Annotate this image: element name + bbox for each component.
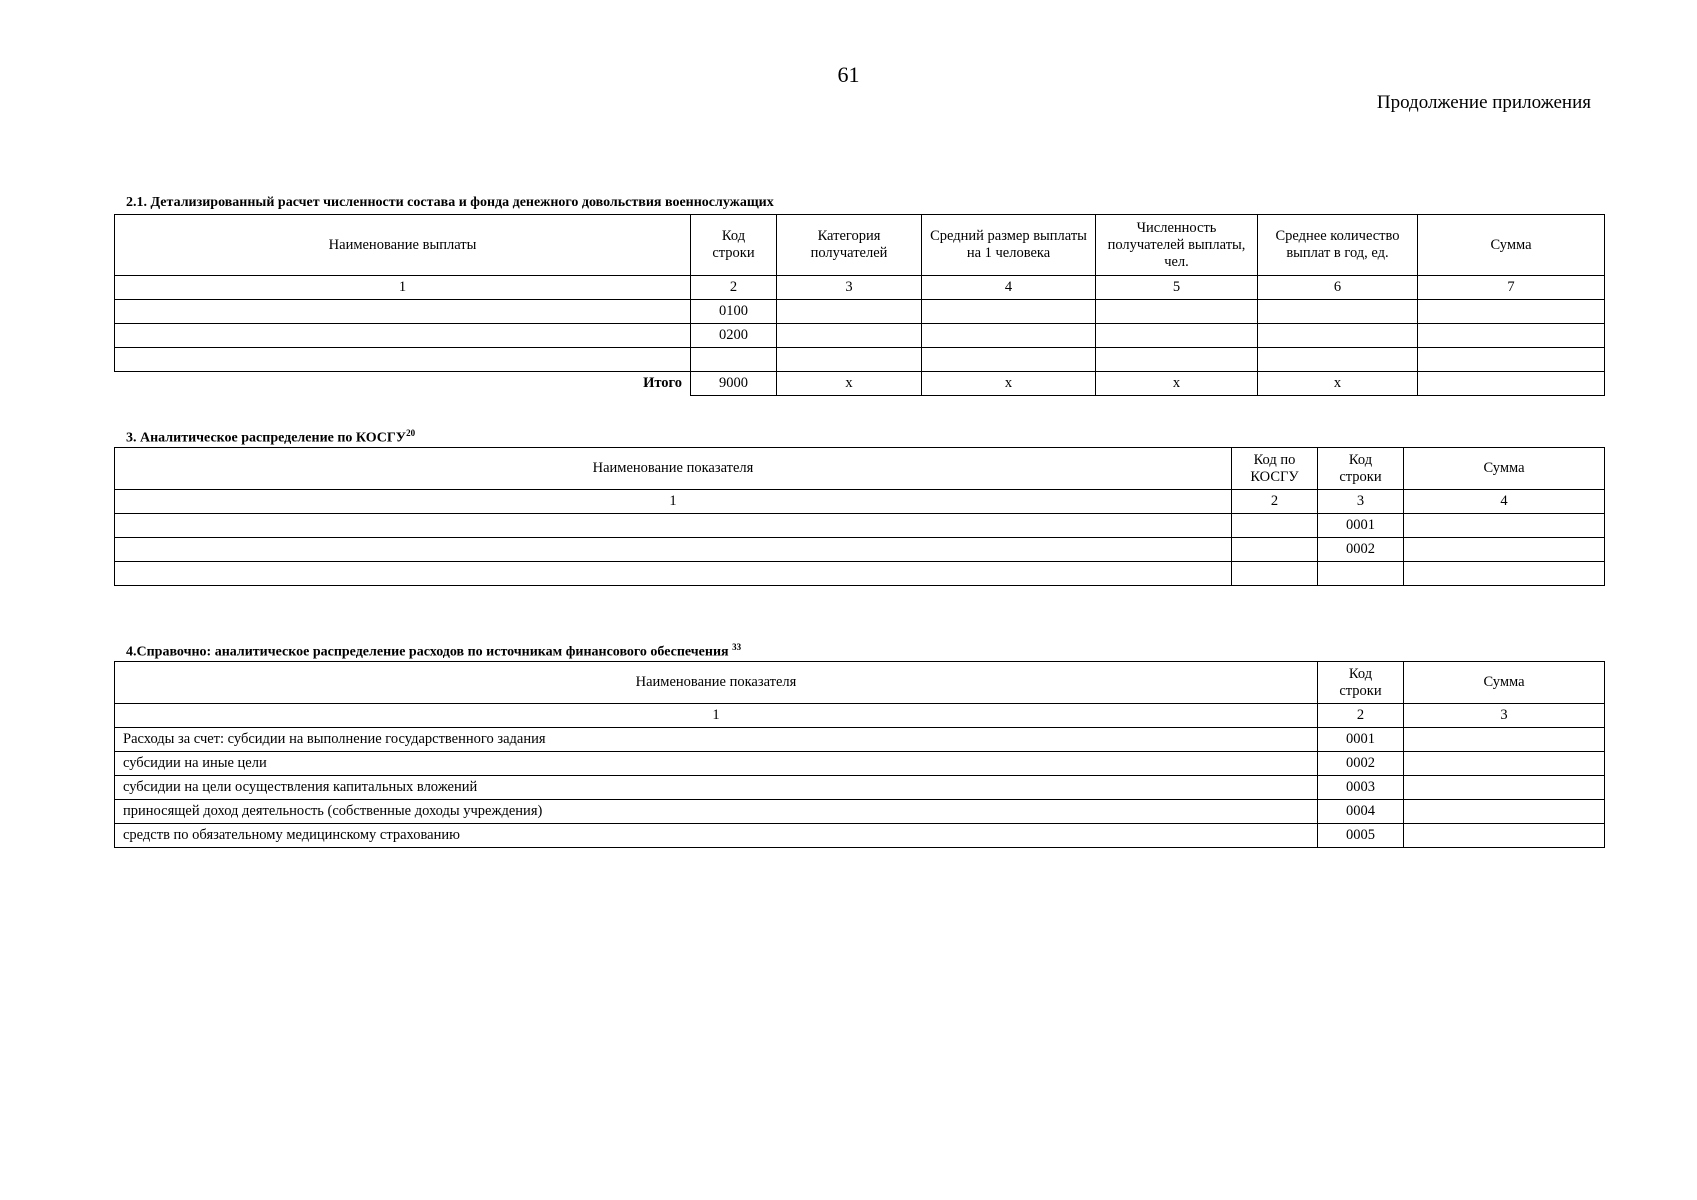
- header-cell: Категория получателей: [777, 215, 922, 276]
- table-row: [115, 538, 1605, 562]
- page-number: 61: [837, 62, 860, 87]
- column-number-row: [115, 276, 1605, 300]
- column-number: 2: [691, 276, 777, 300]
- table-cell: [1096, 300, 1258, 324]
- header-cell: Сумма: [1404, 448, 1605, 490]
- indicator-name: приносящей доход деятельность (собственные доходы учреждения): [115, 800, 1318, 824]
- column-number: 4: [922, 276, 1096, 300]
- table-cell: [1418, 348, 1605, 372]
- column-number: 1: [115, 490, 1232, 514]
- table-cell: х: [1258, 372, 1418, 396]
- table-cell: [115, 348, 691, 372]
- row-code: 0100: [691, 300, 777, 324]
- table-row: [115, 776, 1605, 800]
- row-code: 0004: [1318, 800, 1404, 824]
- table-cell: [922, 348, 1096, 372]
- row-code: 0002: [1318, 538, 1404, 562]
- column-number: 5: [1096, 276, 1258, 300]
- table-cell: [1232, 514, 1318, 538]
- table-cell: [1404, 824, 1605, 848]
- table-cell: [1404, 562, 1605, 586]
- table-row: [115, 752, 1605, 776]
- row-code: 0005: [1318, 824, 1404, 848]
- section-3-title-text: 3. Аналитическое распределение по КОСГУ: [126, 430, 407, 446]
- table-row: [115, 800, 1605, 824]
- table-cell: [777, 348, 922, 372]
- table-cell: [1404, 776, 1605, 800]
- table-row: [115, 300, 1605, 324]
- table-cell: [115, 300, 691, 324]
- table-cell: [1418, 324, 1605, 348]
- table-cell: [1232, 562, 1318, 586]
- header-cell: Код строки: [1318, 448, 1404, 490]
- total-label: Итого: [115, 372, 691, 396]
- column-number: 3: [777, 276, 922, 300]
- table-row: [115, 324, 1605, 348]
- row-code: [691, 348, 777, 372]
- table-row: [115, 514, 1605, 538]
- header-cell: Код по КОСГУ: [1232, 448, 1318, 490]
- table-cell: х: [777, 372, 922, 396]
- row-code: [1318, 562, 1404, 586]
- table-row: [115, 824, 1605, 848]
- footnote-ref: 20: [406, 428, 416, 438]
- table-cell: [1404, 538, 1605, 562]
- column-number: 3: [1404, 704, 1605, 728]
- table-header-row: [115, 662, 1605, 704]
- column-number-row: [115, 704, 1605, 728]
- header-cell: Наименование показателя: [115, 448, 1232, 490]
- header-cell: Сумма: [1418, 215, 1605, 276]
- indicator-name: субсидии на цели осуществления капитальных вложений: [115, 776, 1318, 800]
- table-cell: [115, 324, 691, 348]
- table-cell: [777, 300, 922, 324]
- header-cell: Код строки: [1318, 662, 1404, 704]
- kosgu-distribution-table: [114, 447, 1605, 586]
- table-cell: х: [1096, 372, 1258, 396]
- column-number: 6: [1258, 276, 1418, 300]
- header-cell: Сумма: [1404, 662, 1605, 704]
- column-number: 3: [1318, 490, 1404, 514]
- column-number: 4: [1404, 490, 1605, 514]
- section-4-title-text: 4.Справочно: аналитическое распределение расходов по источникам финансового обеспечения: [126, 644, 729, 660]
- table-cell: [922, 300, 1096, 324]
- total-row: [115, 372, 1605, 396]
- column-number: 7: [1418, 276, 1605, 300]
- table-cell: [1418, 300, 1605, 324]
- table-cell: [922, 324, 1096, 348]
- table-row: [115, 728, 1605, 752]
- footnote-ref: 33: [732, 642, 742, 652]
- table-cell: [115, 538, 1232, 562]
- table-cell: х: [922, 372, 1096, 396]
- table-cell: [1096, 324, 1258, 348]
- table-cell: [1404, 800, 1605, 824]
- row-code: 0001: [1318, 514, 1404, 538]
- indicator-name: субсидии на иные цели: [115, 752, 1318, 776]
- table-cell: [1404, 728, 1605, 752]
- table-cell: [1258, 348, 1418, 372]
- column-number: 1: [115, 276, 691, 300]
- section-2-1-title: 2.1. Детализированный расчет численности состава и фонда денежного довольствия военнослужащих: [126, 195, 774, 210]
- table-cell: [1232, 538, 1318, 562]
- indicator-name: средств по обязательному медицинскому страхованию: [115, 824, 1318, 848]
- column-number: 2: [1318, 704, 1404, 728]
- table-row: [115, 348, 1605, 372]
- table-header-row: [115, 448, 1605, 490]
- header-cell: Средний размер выплаты на 1 человека: [922, 215, 1096, 276]
- column-number-row: [115, 490, 1605, 514]
- header-cell: Код строки: [691, 215, 777, 276]
- row-code: 0003: [1318, 776, 1404, 800]
- table-header-row: [115, 215, 1605, 276]
- table-cell: [1258, 300, 1418, 324]
- table-cell: [1096, 348, 1258, 372]
- continuation-label: Продолжение приложения: [1376, 92, 1591, 113]
- indicator-name: Расходы за счет: субсидии на выполнение государственного задания: [115, 728, 1318, 752]
- section-3-title: [126, 428, 415, 447]
- section-4-title: [126, 642, 741, 661]
- table-cell: [1258, 324, 1418, 348]
- header-cell: Наименование показателя: [115, 662, 1318, 704]
- funding-sources-table: [114, 661, 1605, 848]
- table-cell: [115, 514, 1232, 538]
- allowance-calculation-table: [114, 214, 1605, 396]
- table-cell: [1404, 514, 1605, 538]
- header-cell: Среднее количество выплат в год, ед.: [1258, 215, 1418, 276]
- row-code: 0200: [691, 324, 777, 348]
- table-cell: [1418, 372, 1605, 396]
- column-number: 1: [115, 704, 1318, 728]
- table-cell: [777, 324, 922, 348]
- row-code: 0002: [1318, 752, 1404, 776]
- column-number: 2: [1232, 490, 1318, 514]
- row-code: 0001: [1318, 728, 1404, 752]
- total-code: 9000: [691, 372, 777, 396]
- header-cell: Наименование выплаты: [115, 215, 691, 276]
- table-cell: [115, 562, 1232, 586]
- table-cell: [1404, 752, 1605, 776]
- header-cell: Численность получателей выплаты, чел.: [1096, 215, 1258, 276]
- table-row: [115, 562, 1605, 586]
